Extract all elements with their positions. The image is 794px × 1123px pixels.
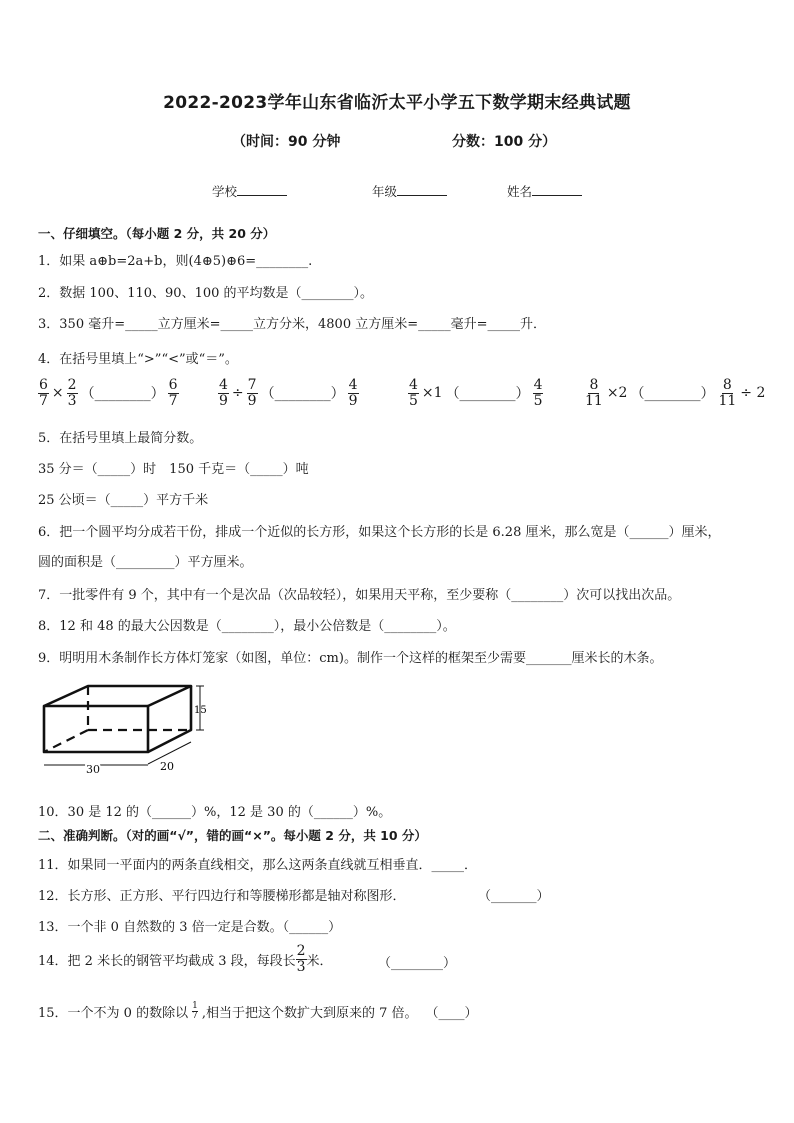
fraction: $\frac{4}{9}$ <box>219 377 228 409</box>
dim-width-label: 20 <box>160 760 174 773</box>
answer-blank[interactable]: （________） <box>80 386 165 403</box>
cuboid-figure <box>36 680 216 780</box>
answer-blank[interactable]: （________） <box>630 386 715 403</box>
dim-height-label: 15 <box>194 705 207 716</box>
fraction: $\frac{7}{9}$ <box>247 377 257 409</box>
operator: ÷ 2 <box>740 385 766 402</box>
question-2: 2．数据 100、110、90、100 的平均数是（________）。 <box>38 286 374 301</box>
fraction: $\frac{4}{9}$ <box>348 377 358 409</box>
grade-field <box>372 182 447 200</box>
question-12: 12．长方形、正方形、平行四边行和等腰梯形都是轴对称图形． <box>38 889 406 904</box>
operator: ×1 <box>421 385 443 402</box>
fraction: $\frac{4}{5}$ <box>409 377 418 409</box>
question-4: 4．在括号里填上“>”“<”或“＝”。 <box>38 352 238 367</box>
fraction: $\frac{2}{3}$ <box>67 377 77 409</box>
dim-length-label: 30 <box>86 763 100 776</box>
question-5: 5．在括号里填上最简分数。 <box>38 431 203 446</box>
question-3: 3．350 毫升=_____立方厘米=_____立方分米，4800 立方厘米=_____毫升=_____升． <box>38 317 547 332</box>
question-15: 15．一个不为 0 的数除以 $\frac{1}{7}$ ,相当于把这个数扩大到原来的 7 倍。 （____） <box>38 1001 478 1022</box>
question-13: 13．一个非 0 自然数的 3 倍一定是合数。（______） <box>38 920 342 935</box>
answer-blank[interactable]: （________） <box>445 386 530 403</box>
question-10: 10．30 是 12 的（______）%，12 是 30 的（______）%。 <box>38 805 392 820</box>
grade-blank[interactable] <box>397 194 447 196</box>
answer-blank[interactable]: （____） <box>425 1006 478 1022</box>
name-blank[interactable] <box>532 194 582 196</box>
question-7: 7．一批零件有 9 个，其中有一个是次品（次品较轻），如果用天平称，至少要称（________）次可以找出次品。 <box>38 588 681 603</box>
question-6-line-2: 圆的面积是（_________）平方厘米。 <box>38 555 253 570</box>
question-9: 9．明明用木条制作长方体灯笼家（如图，单位：cm)。制作一个这样的框架至少需要_______厘米长的木条。 <box>38 651 663 666</box>
exam-score: 分数：100 分） <box>452 134 557 150</box>
exam-time: （时间：90 分钟 <box>232 134 341 150</box>
section-2-heading: 二、准确判断。（对的画“√”，错的画“×”。每小题 2 分，共 10 分） <box>38 828 427 843</box>
school-label: 学校 <box>212 184 238 199</box>
compare-item-3 <box>408 378 543 408</box>
fraction: $\frac{2}{3}$ <box>296 943 306 975</box>
fraction: $\frac{6}{7}$ <box>168 377 178 409</box>
operator: ×2 <box>606 385 628 402</box>
school-field <box>212 182 287 200</box>
fraction: $\frac{4}{5}$ <box>533 377 543 409</box>
answer-blank[interactable]: （________） <box>378 956 457 971</box>
section-1-heading: 一、仔细填空。（每小题 2 分，共 20 分） <box>38 226 276 241</box>
compare-item-4 <box>584 378 765 408</box>
name-label: 姓名 <box>507 184 533 199</box>
fraction: $\frac{6}{7}$ <box>39 377 48 409</box>
fraction: $\frac{8}{11}$ <box>585 377 603 409</box>
question-8: 8．12 和 48 的最大公因数是（________），最小公倍数是（________）。 <box>38 619 456 634</box>
question-5-line-1: 35 分＝（_____）时 150 千克＝（_____）吨 <box>38 462 309 477</box>
question-5-line-2: 25 公顷＝（_____）平方千米 <box>38 493 209 508</box>
compare-item-1 <box>38 378 179 408</box>
grade-label: 年级 <box>372 184 398 199</box>
question-14: 14．把 2 米长的钢管平均截成 3 段，每段长 $\frac{2}{3}$ 米． <box>38 943 333 975</box>
question-11: 11．如果同一平面内的两条直线相交，那么这两条直线就互相垂直．_____． <box>38 858 478 873</box>
question-6: 6．把一个圆平均分成若干份，排成一个近似的长方形，如果这个长方形的长是 6.28 厘米，那么宽是（______）厘米， <box>38 525 721 540</box>
name-field <box>507 182 582 200</box>
page-title: 2022-2023学年山东省临沂太平小学五下数学期末经典试题 <box>163 93 631 113</box>
answer-blank[interactable]: （________） <box>260 386 345 403</box>
operator: ÷ <box>231 385 244 402</box>
school-blank[interactable] <box>237 194 287 196</box>
fraction: $\frac{8}{11}$ <box>718 377 737 409</box>
question-1: 1．如果 a⊕b=2a+b，则(4⊕5)⊕6=________. <box>38 254 313 269</box>
compare-item-2 <box>218 378 359 408</box>
fraction: $\frac{1}{7}$ <box>192 1001 198 1022</box>
operator: × <box>51 385 64 402</box>
answer-blank[interactable]: （_______） <box>478 889 550 904</box>
